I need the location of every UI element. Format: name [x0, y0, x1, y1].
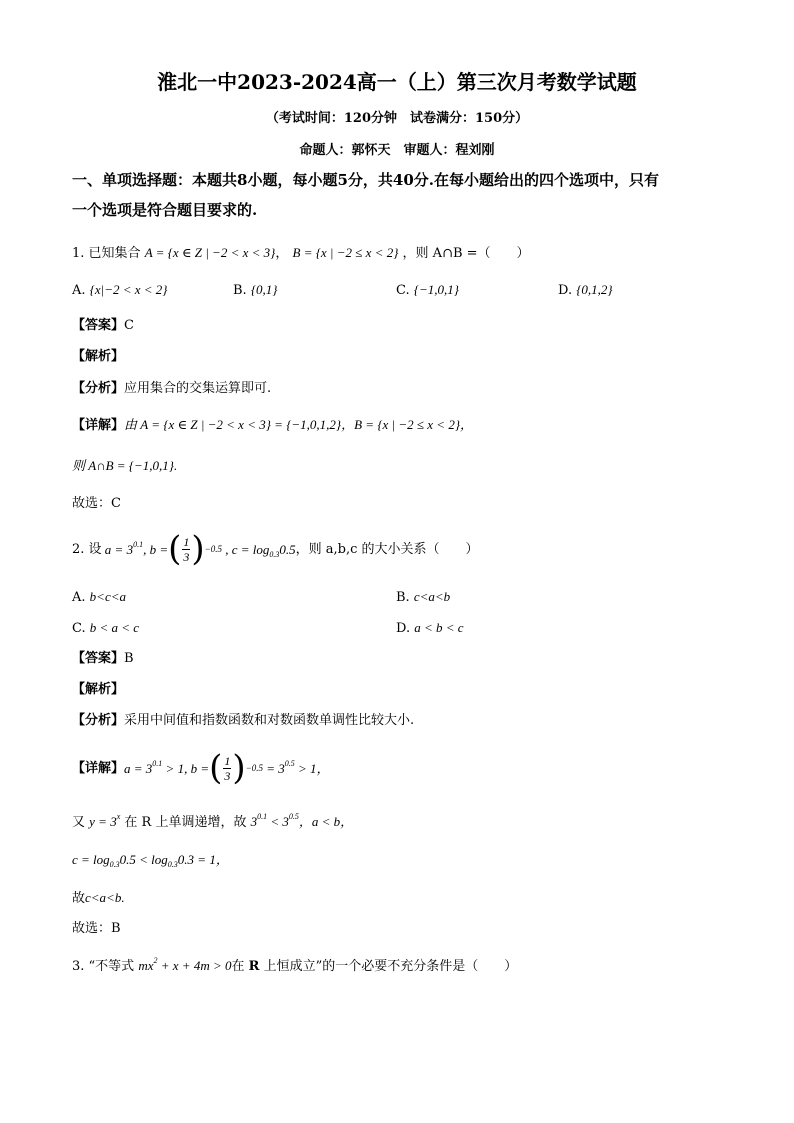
q2-answer — [72, 652, 134, 665]
q1-option-a-text: {x|−2 < x < 2} — [89, 282, 168, 297]
q1-set-a: A = {x ∈ Z | −2 < x < 3} — [144, 245, 276, 260]
q2-answer-value: B — [124, 651, 134, 666]
q2-option-d-text: a < b < c — [414, 620, 464, 635]
q2-compare: $3^{0.1} < 3^{0.5}$ — [250, 812, 299, 829]
q1-option-b-label: B. — [233, 283, 247, 298]
q2-monotone — [72, 812, 354, 830]
q2-detail-fraction: $\frac{1}{3}$ — [224, 753, 231, 783]
q1-detail-line2 — [72, 459, 177, 473]
q2-you-mid: 在 R 上单调递增，故 — [124, 815, 247, 830]
q2-fenxi-tag: 【分析】 — [72, 713, 125, 728]
q2-option-c-label: C. — [72, 621, 86, 636]
q1-fenxi-text: 应用集合的交集运算即可. — [124, 381, 272, 396]
q2-detail: 【详解】 $a = 3^{0.1} > 1$, b = ( $\frac{1}{3}$ ) −0.5 = $3^{0.5} > 1$， — [72, 748, 330, 788]
q1-detail — [72, 418, 473, 432]
q1-option-a — [72, 283, 168, 297]
q1-stem: 1. 已知集合 A = {x ∈ Z | −2 < x < 3}， B = {x | −2 ≤ x < 2} ，则 A∩B =（ ） — [72, 245, 530, 261]
q2-fenxi — [72, 714, 414, 727]
q1-stem-prefix: 1. 已知集合 — [72, 246, 141, 261]
q2-option-a — [72, 590, 126, 604]
q1-fenxi-tag: 【分析】 — [72, 381, 125, 396]
q2-answer-tag: 【答案】 — [72, 651, 125, 666]
q2-choose: 故选：B — [72, 921, 121, 936]
q1-option-d — [558, 283, 613, 297]
q3-stem-mid: 在 — [231, 959, 245, 974]
section-heading-line2: 一个选项是符合题目要求的. — [72, 201, 258, 219]
q2-fenxi-text: 采用中间值和指数函数和对数函数单调性比较大小. — [124, 713, 415, 728]
q2-stem: 2. 设 $a = 3^{0.1}$, b = ( $\frac{1}{3}$ ) −0.5 , $c = \log_{0.3}0.5$ ，则 a,b,c 的大小关系（ ） — [72, 529, 479, 569]
q2-option-b-text: c<a<b — [413, 589, 451, 604]
q2-option-a-text: b<c<a — [89, 589, 126, 604]
q2-c-expr: , $c = \log_{0.3}0.5$ — [221, 541, 296, 559]
q1-fenxi — [72, 382, 271, 395]
q1-set-b: B = {x | −2 ≤ x < 2} — [292, 245, 399, 260]
authors-line: 命题人：郭怀天 审题人：程刘刚 — [299, 143, 495, 158]
q2-log-compare: $c = \log_{0.3}0.5 < \log_{0.3}0.3 = 1$， — [72, 852, 229, 869]
q2-stem-end: ，则 a,b,c 的大小关系（ ） — [295, 541, 479, 557]
q2-option-d-label: D. — [396, 621, 411, 636]
q2-you-end: ，a < b， — [298, 814, 354, 829]
q2-fraction: $\frac{1}{3}$ — [183, 534, 190, 564]
q2-detail-tag: 【详解】 — [72, 760, 125, 776]
q2-option-c — [72, 621, 139, 635]
q1-choose: 故选：C — [72, 496, 121, 511]
q1-detail-tag: 【详解】 — [72, 418, 125, 433]
q3-inequality: $mx^2 + x + 4m > 0$ — [138, 956, 232, 973]
q1-option-c-label: C. — [396, 283, 410, 298]
q1-answer-value: C — [124, 318, 134, 333]
q1-option-d-text: {0,1,2} — [576, 282, 613, 297]
q3-real-set: R — [248, 959, 260, 974]
q2-detail-expr2: = $3^{0.5} > 1$， — [262, 758, 330, 776]
page-title: 淮北一中2023-2024高一（上）第三次月考数学试题 — [157, 70, 637, 94]
q2-gu-expr: c<a<b. — [85, 890, 125, 905]
q3-stem-end: 上恒成立”的一个必要不充分条件是（ ） — [263, 959, 518, 974]
exam-info: （考试时间：120分钟 试卷满分：150分） — [265, 111, 529, 126]
q1-answer — [72, 319, 134, 332]
q3-stem — [72, 956, 518, 974]
q2-a-expr: $a = 3^{0.1}$, b = — [101, 539, 169, 557]
q2-analysis-tag: 【解析】 — [72, 682, 125, 697]
q1-analysis-tag: 【解析】 — [72, 349, 125, 364]
q2-option-a-label: A. — [72, 590, 86, 605]
q2-option-b — [396, 590, 450, 604]
section-heading-line1: 一、单项选择题：本题共8小题，每小题5分，共40分.在每小题给出的四个选项中，只有 — [72, 171, 659, 189]
q3-stem-start: 3. “不等式 — [72, 959, 135, 974]
q2-you: 又 — [72, 815, 86, 830]
q1-option-b — [233, 283, 277, 297]
q2-stem-start: 2. 设 — [72, 541, 102, 557]
q2-gu: 故 — [72, 891, 86, 906]
q2-exp-func: $y = 3^x$ — [89, 812, 121, 829]
q1-stem-suffix: ，则 A∩B =（ ） — [402, 246, 530, 261]
q1-detail-line2-text: 则 A∩B = {−1,0,1}. — [72, 458, 178, 473]
q2-option-c-text: b < a < c — [89, 620, 140, 635]
q1-option-b-text: {0,1} — [250, 282, 278, 297]
q1-detail-line1: 由 A = {x ∈ Z | −2 < x < 3} = {−1,0,1,2}，B = {x | −2 ≤ x < 2}， — [124, 417, 474, 432]
q2-conclusion — [72, 891, 125, 905]
q2-option-d — [396, 621, 464, 635]
q1-option-a-label: A. — [72, 283, 86, 298]
q2-detail-expr: $a = 3^{0.1} > 1$, b = — [124, 758, 210, 776]
q1-option-d-label: D. — [558, 283, 573, 298]
q1-answer-tag: 【答案】 — [72, 318, 125, 333]
q2-option-b-label: B. — [396, 590, 410, 605]
q1-option-c — [396, 283, 459, 297]
q1-option-c-text: {−1,0,1} — [413, 282, 459, 297]
